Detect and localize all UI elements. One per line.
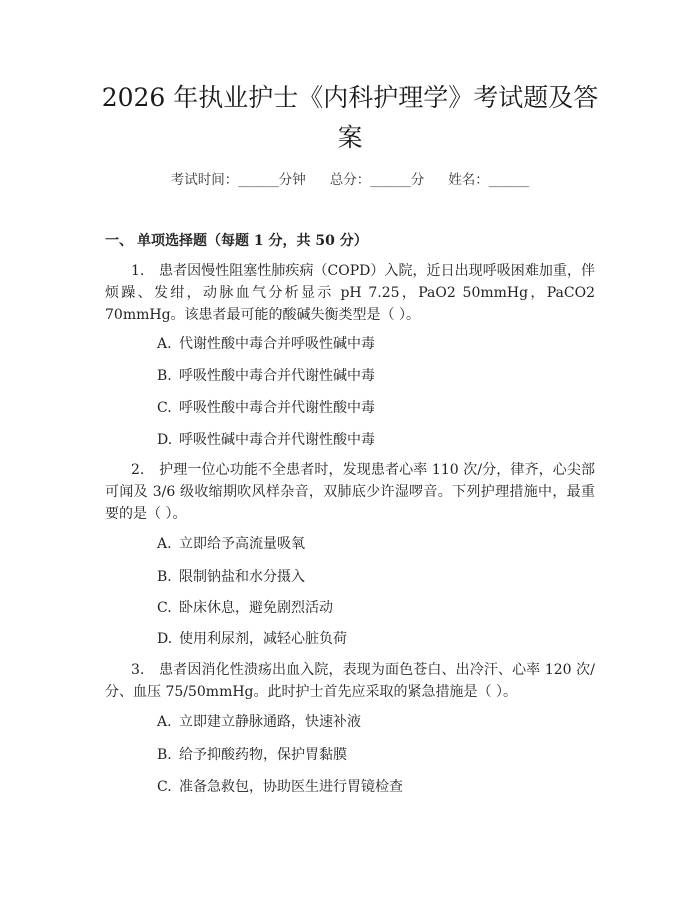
option-label: A. (157, 336, 172, 352)
question-text: 护理一位心功能不全患者时，发现患者心率 110 次/分，律齐，心尖部可闻及 3/6 级收缩期吹风样杂音，双肺底少许湿啰音。下列护理措施中，最重要的是（ ）。 (105, 462, 595, 522)
question-3 (105, 659, 595, 703)
option-text: 立即给予高流量吸氧 (179, 536, 305, 552)
page-title: 2026 年执业护士《内科护理学》考试题及答案 (101, 83, 599, 152)
option-label: B. (157, 569, 172, 585)
option-1c (157, 397, 375, 417)
option-text: 限制钠盐和水分摄入 (179, 569, 305, 585)
question-number: 1. (131, 263, 145, 279)
option-3a (157, 711, 361, 731)
option-text: 代谢性酸中毒合并呼吸性碱中毒 (179, 336, 375, 352)
option-3b (157, 744, 347, 764)
question-text: 患者因消化性溃疡出血入院，表现为面色苍白、出冷汗、心率 120 次/分、血压 75/50mmHg。此时护士首先应采取的紧急措施是（ ）。 (105, 662, 595, 700)
option-text: 卧床休息，避免剧烈活动 (179, 600, 333, 616)
section-number: 一、 (105, 233, 133, 249)
option-label: C. (157, 600, 172, 616)
option-1b (157, 365, 375, 385)
option-text: 立即建立静脉通路，快速补液 (179, 714, 361, 730)
option-text: 呼吸性酸中毒合并代谢性酸中毒 (179, 400, 375, 416)
option-2a (157, 533, 305, 553)
question-2 (105, 459, 595, 525)
option-label: D. (157, 432, 173, 448)
option-1a (157, 333, 375, 353)
option-2d (157, 628, 347, 648)
option-text: 准备急救包，协助医生进行胃镜检查 (179, 779, 403, 795)
option-label: C. (157, 400, 172, 416)
option-label: C. (157, 779, 172, 795)
student-name: 姓名：______ (448, 172, 530, 188)
question-number: 2. (131, 462, 145, 478)
total-score: 总分：______分 (329, 172, 425, 188)
option-1d (157, 429, 375, 449)
option-text: 呼吸性酸中毒合并代谢性碱中毒 (179, 368, 375, 384)
option-text: 给予抑酸药物，保护胃黏膜 (179, 747, 347, 763)
option-label: A. (157, 536, 172, 552)
option-label: B. (157, 747, 172, 763)
exam-time: 考试时间：______分钟 (170, 172, 306, 188)
question-text: 患者因慢性阻塞性肺疾病（COPD）入院，近日出现呼吸困难加重，伴烦躁、发绀，动脉血气分析显示 pH 7.25，PaO2 50mmHg，PaCO2 70mmHg。该患者最可能的酸碱失衡类型是（ ）。 (105, 263, 595, 323)
option-label: B. (157, 368, 172, 384)
option-2b (157, 566, 305, 586)
option-text: 使用利尿剂，减轻心脏负荷 (179, 631, 347, 647)
option-label: D. (157, 631, 173, 647)
section-heading (105, 230, 368, 250)
section-label: 单项选择题（每题 1 分，共 50 分） (137, 233, 368, 249)
option-3c (157, 776, 403, 796)
question-1 (105, 260, 595, 326)
option-text: 呼吸性碱中毒合并代谢性酸中毒 (179, 432, 375, 448)
option-label: A. (157, 714, 172, 730)
option-2c (157, 597, 333, 617)
exam-meta (0, 168, 700, 188)
question-number: 3. (131, 662, 145, 678)
